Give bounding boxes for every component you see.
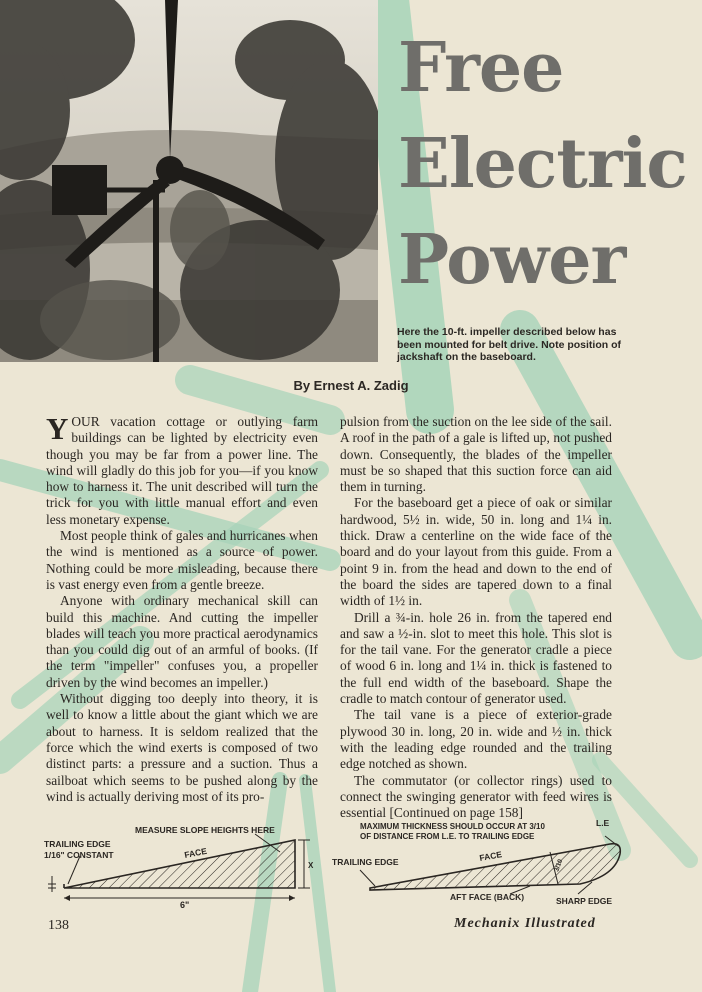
title-line-3: Power — [398, 220, 626, 300]
face-label: FACE — [478, 849, 503, 863]
face-label: FACE — [183, 845, 208, 860]
paragraph: Anyone with ordinary mechanical skill can build this machine. And cutting the impeller blades will teach you more practical aerodynamics than you could dig out of an armful of books. (If the term "impeller" confuses you, a propeller driven by the wind becomes an impeller.) — [46, 593, 318, 690]
title-line-2: Electric — [398, 124, 687, 204]
airfoil-diagram — [330, 814, 630, 910]
paragraph: YOUR vacation cottage or outlying farm buildings can be lighted by electricity even though you may be far from a power line. The wind will gladly do this job for you—if you know how to harness it. The unit described will turn the trick for you with little manual effort and even less monetary expense. — [46, 411, 318, 527]
constant-label: 1/16" CONSTANT — [44, 850, 114, 860]
drop-cap: Y — [46, 411, 69, 446]
paragraph: Drill a ¾-in. hole 26 in. from the tapered end and saw a ½-in. slot to meet this hole. This slot is for the tail vane. For the generator cradle a piece of wood 6 in. long and 1¼ in. thick is fastened to the full end width of the baseboard. Shape the cradle to match contour of generator used. — [340, 609, 612, 707]
length-label: 6" — [180, 900, 190, 910]
sharp-edge-label: SHARP EDGE — [556, 896, 613, 906]
paragraph: For the baseboard get a piece of oak or similar hardwood, 5½ in. wide, 50 in. long and 1¼ in. thick. Draw a centerline on the wide face of the board and do your layout from this guide. From a point 9 in. from the head and down to the end of the board the sides are tapered down to a final width of 1½ in. — [340, 495, 612, 609]
paragraph: Most people think of gales and hurricanes when the wind is mentioned as a source of power. Nothing could be more misleading, because there is vast energy even from a gentle breeze. — [46, 528, 318, 592]
text-column-2 — [340, 414, 612, 821]
aft-face-label: AFT FACE (BACK) — [450, 892, 525, 902]
paragraph: The tail vane is a piece of exterior-grade plywood 30 in. long, 20 in. wide and ½ in. thick with the leading edge rounded and the trailing edge notched as shown. — [340, 707, 612, 772]
le-label: L.E — [596, 818, 610, 828]
paragraph: Without digging too deeply into theory, it is well to know a little about the giant which we are about to harness. It is seldom realized that the force which the wind exerts is composed of two distinct parts: a pressure and a suction. Thus a sailboat which seems to be pushed along by the wind is actually deriving most of its pro- — [46, 691, 318, 804]
measure-label: MEASURE SLOPE HEIGHTS HERE — [135, 825, 275, 835]
trailing-edge-label: TRAILING EDGE — [332, 857, 399, 867]
windmill-photo — [0, 0, 378, 362]
thickness-note-1: MAXIMUM THICKNESS SHOULD OCCUR AT 3/10 — [360, 822, 545, 831]
byline: By Ernest A. Zadig — [293, 378, 409, 393]
article-title — [398, 20, 698, 308]
title-line-1: Free — [398, 28, 564, 108]
paragraph: The commutator (or collector rings) used to connect the swinging generator with feed wires is essential [Continued on page 158] — [340, 772, 612, 821]
blade-slope-diagram — [30, 818, 330, 910]
height-label: X — [308, 861, 314, 870]
text-column-1 — [46, 411, 318, 805]
thickness-note-2: OF DISTANCE FROM L.E. TO TRAILING EDGE — [360, 832, 535, 841]
magazine-name: Mechanix Illustrated — [454, 916, 596, 931]
trailing-edge-label: TRAILING EDGE — [44, 839, 111, 849]
photo-caption: Here the 10-ft. impeller described below has been mounted for belt drive. Note position of jackshaft on the baseboard. — [397, 326, 622, 363]
page-number: 138 — [48, 918, 69, 933]
paragraph: pulsion from the suction on the lee side of the sail. A roof in the path of a gale is lifted up, not pushed down. Consequently, the blades of the impeller must be so shaped that this suction force can aid them in turning. — [340, 414, 612, 495]
thickness-ratio-label: 3/10 — [553, 858, 565, 873]
